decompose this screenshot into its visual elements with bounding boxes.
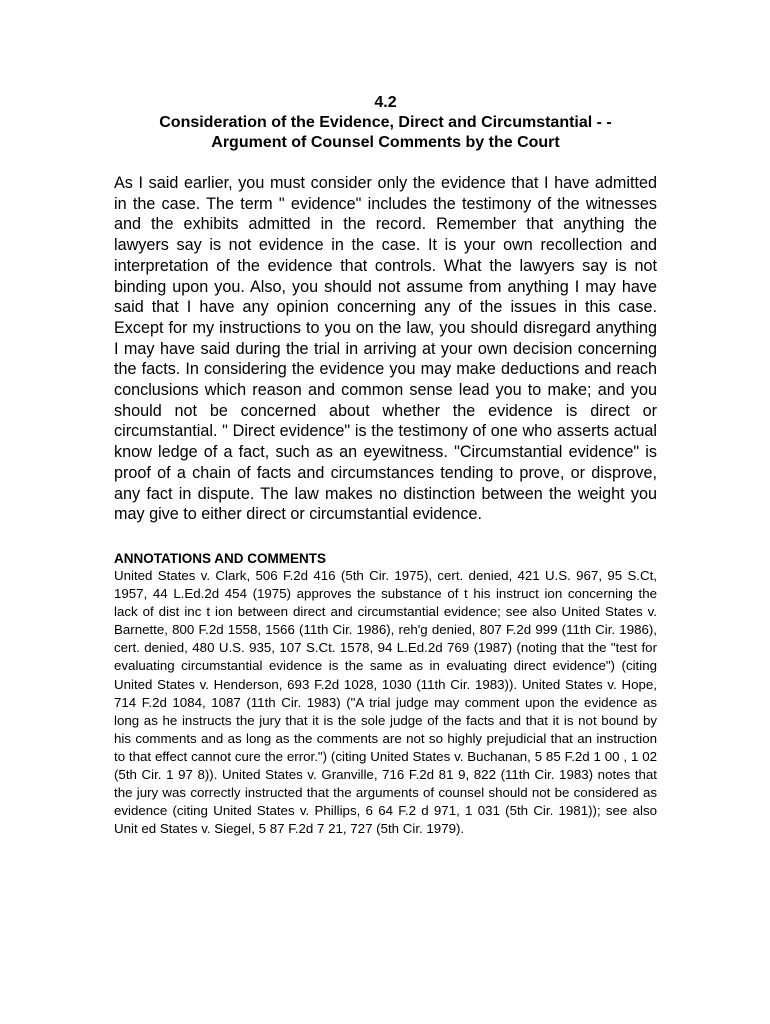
section-title-line-2: Argument of Counsel Comments by the Court [211,134,560,151]
instruction-body: As I said earlier, you must consider only the evidence that I have admitted in the case. The term " evidence" includes the testimony of the witnesses and the exhibits admitted in the record. Remember that anything the lawyers say is not evidence in the case. It is your own recollection and interpretation of the evidence that controls. What the lawyers say is not binding upon you. Also, you should not assume from anything I may have said that I have any opinion concerning any of the issues in this case. Except for my instructions to you on the law, you should disregard anything I may have said during the trial in arriving at your own decision concerning the facts. In considering the evidence you may make deductions and reach conclusions which reason and common sense lead you to make; and you should not be concerned about whether the evidence is direct or circumstantial. " Direct evidence" is the testimony of one who asserts actual know ledge of a fact, such as an eyewitness. "Circumstantial evidence" is proof of a chain of facts and circumstances tending to prove, or disprove, any fact in dispute. The law makes no distinction between the weight you may give to either direct or circumstantial evidence. [114,174,657,524]
section-title-line-1: Consideration of the Evidence, Direct and Circumstantial - - [159,114,612,131]
document-page [114,93,657,838]
annotations-heading: ANNOTATIONS AND COMMENTS [114,550,326,566]
section-number: 4.2 [374,94,397,111]
annotations-text: United States v. Clark, 506 F.2d 416 (5th Cir. 1975), cert. denied, 421 U.S. 967, 95 S.Ct, 1957, 44 L.Ed.2d 454 (1975) approves the substance of t his instruct ion concerning the lack of dist inc t ion between direct and circumstantial evidence; see also United States v. Barnette, 800 F.2d 1558, 1566 (11th Cir. 1986), reh'g denied, 807 F.2d 999 (11th Cir. 1986), cert. denied, 480 U.S. 935, 107 S.Ct. 1578, 94 L.Ed.2d 769 (1987) (noting that the "test for evaluating circumstantial evidence is the same as in evaluating direct evidence") (citing United States v. Henderson, 693 F.2d 1028, 1030 (11th Cir. 1983)). United States v. Hope, 714 F.2d 1084, 1087 (11th Cir. 1983) ("A trial judge may comment upon the evidence as long as he instructs the jury that it is the sole judge of the facts and that it is not bound by his comments and as long as the comments are not so highly prejudicial that an instruction to that effect cannot cure the error.") (citing United States v. Buchanan, 5 85 F.2d 1 00 , 1 02 (5th Cir. 1 97 8)). United States v. Granville, 716 F.2d 81 9, 822 (11th Cir. 1983) notes that the jury was correctly instructed that the arguments of counsel should not be considered as evidence (citing United States v. Phillips, 6 64 F.2 d 971, 1 031 (5th Cir. 1981)); see also Unit ed States v. Siegel, 5 87 F.2d 7 21, 727 (5th Cir. 1979). [114,567,657,837]
